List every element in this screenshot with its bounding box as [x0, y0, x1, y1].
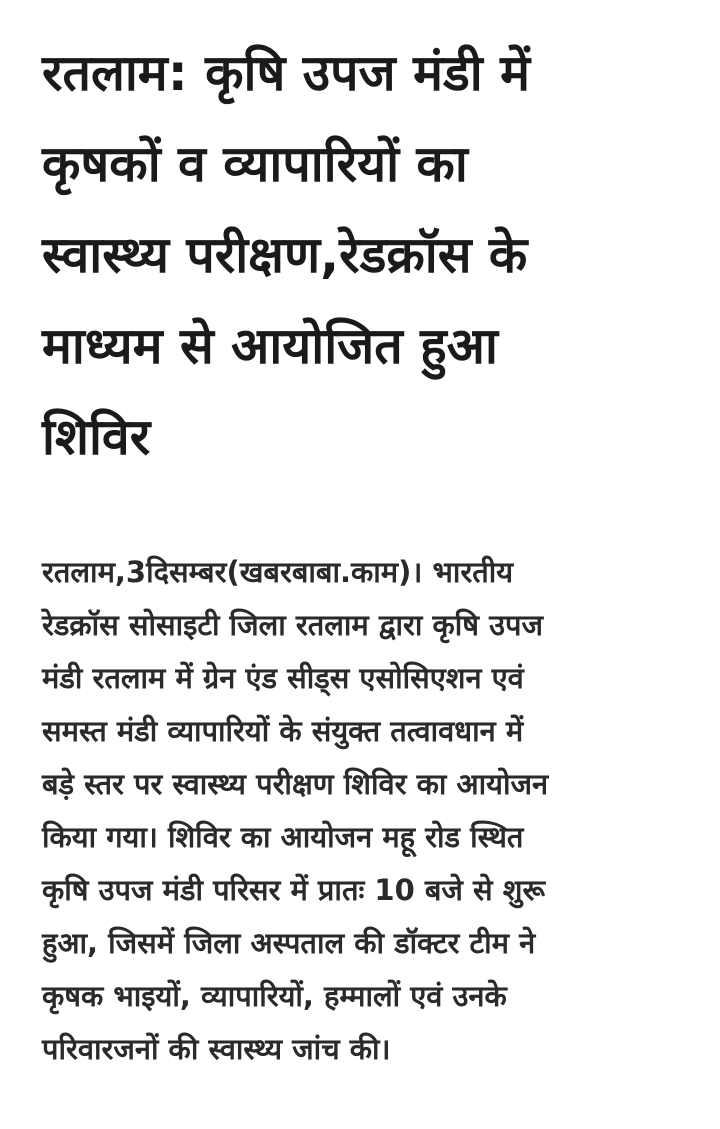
body-line: रतलाम,3दिसम्बर(खबरबाबा.काम)। भारतीय	[42, 555, 514, 589]
article-headline	[42, 28, 682, 483]
body-line: हुआ, जिसमें जिला अस्पताल की डॉक्टर टीम ने	[42, 926, 536, 960]
headline-line: स्वास्थ्य परीक्षण,रेडक्रॉस के	[42, 226, 528, 284]
headline-line: शिविर	[42, 408, 151, 466]
body-line: कृषक भाइयों, व्यापारियों, हम्मालों एवं उनके	[42, 979, 507, 1013]
headline-line: रतलाम: कृषि उपज मंडी में	[42, 44, 530, 102]
body-line: मंडी रतलाम में ग्रेन एंड सीड्स एसोसिएशन एवं	[42, 661, 524, 695]
body-line: रेडक्रॉस सोसाइटी जिला रतलाम द्वारा कृषि उपज	[42, 608, 544, 642]
headline-line: कृषकों व व्यापारियों का	[42, 135, 468, 193]
body-line: परिवारजनों की स्वास्थ्य जांच की।	[42, 1032, 391, 1066]
headline-line: माध्यम से आयोजित हुआ	[42, 317, 498, 375]
news-article	[42, 28, 682, 1076]
article-body	[42, 546, 682, 1076]
body-line: कृषि उपज मंडी परिसर में प्रातः 10 बजे से शुरू	[42, 873, 546, 907]
body-line: किया गया। शिविर का आयोजन महू रोड स्थित	[42, 820, 524, 854]
body-line: बड़े स्तर पर स्वास्थ्य परीक्षण शिविर का आयोजन	[42, 767, 549, 801]
body-line: समस्त मंडी व्यापारियों के संयुक्त तत्वावधान में	[42, 714, 524, 748]
